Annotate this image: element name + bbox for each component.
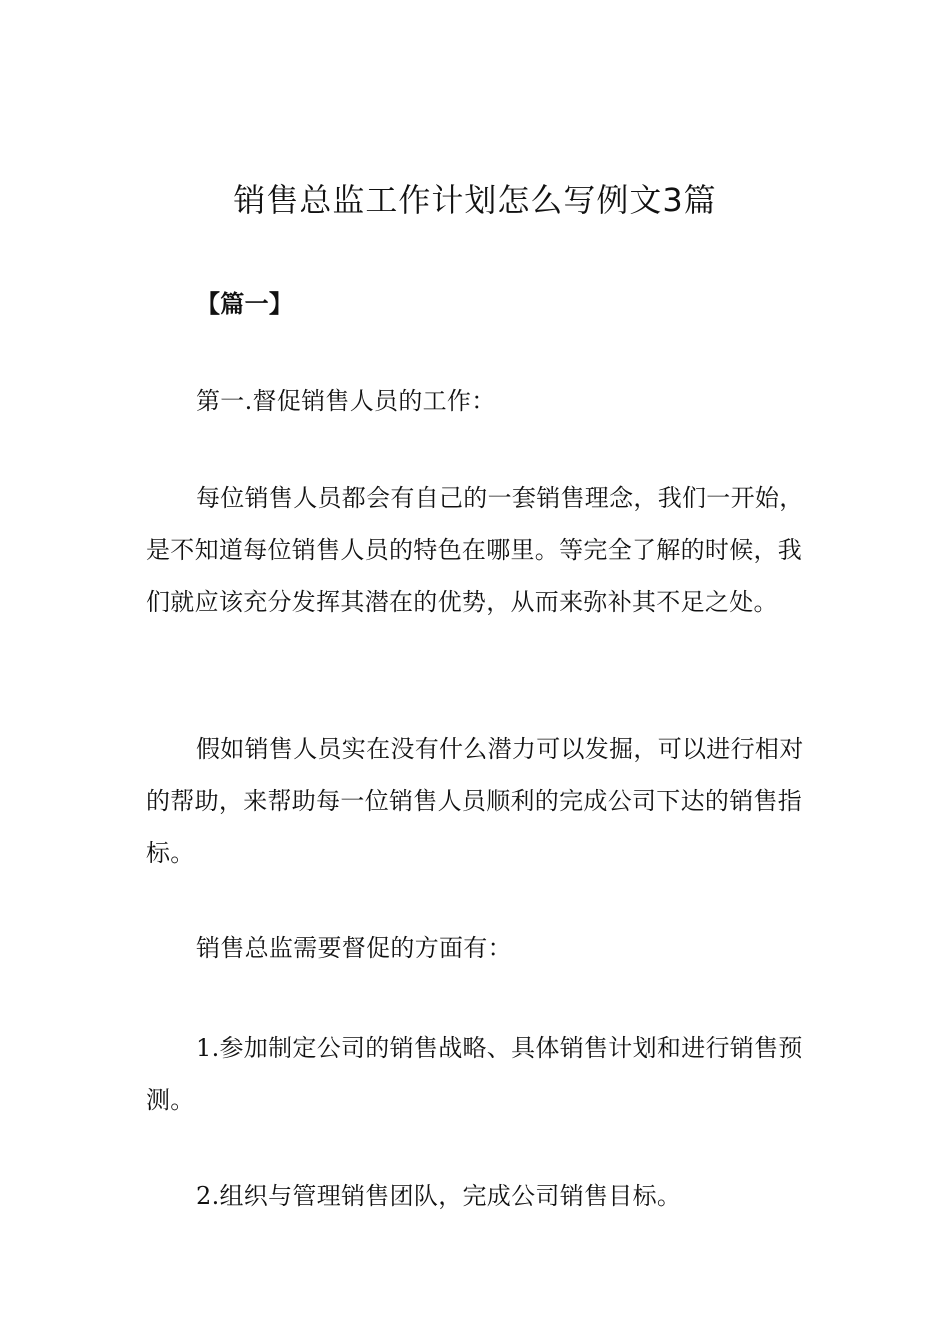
paragraph-1: 第一.督促销售人员的工作： <box>196 387 496 415</box>
paragraph-3: 假如销售人员实在没有什么潜力可以发掘，可以进行相对的帮助，来帮助每一位销售人员顺利的完成公司下达的销售指标。 <box>146 735 804 867</box>
paragraph-2: 每位销售人员都会有自己的一套销售理念，我们一开始，是不知道每位销售人员的特色在哪里。等完全了解的时候，我们就应该充分发挥其潜在的优势，从而来弥补其不足之处。 <box>146 484 804 616</box>
section-label: 【篇一】 <box>196 290 294 318</box>
list-item-1: 1.参加制定公司的销售战略、具体销售计划和进行销售预测。 <box>146 1034 803 1114</box>
document-title: 销售总监工作计划怎么写例文3篇 <box>233 181 717 219</box>
paragraph-4: 销售总监需要督促的方面有： <box>196 934 512 962</box>
list-item-2: 2.组织与管理销售团队，完成公司销售目标。 <box>196 1182 682 1210</box>
